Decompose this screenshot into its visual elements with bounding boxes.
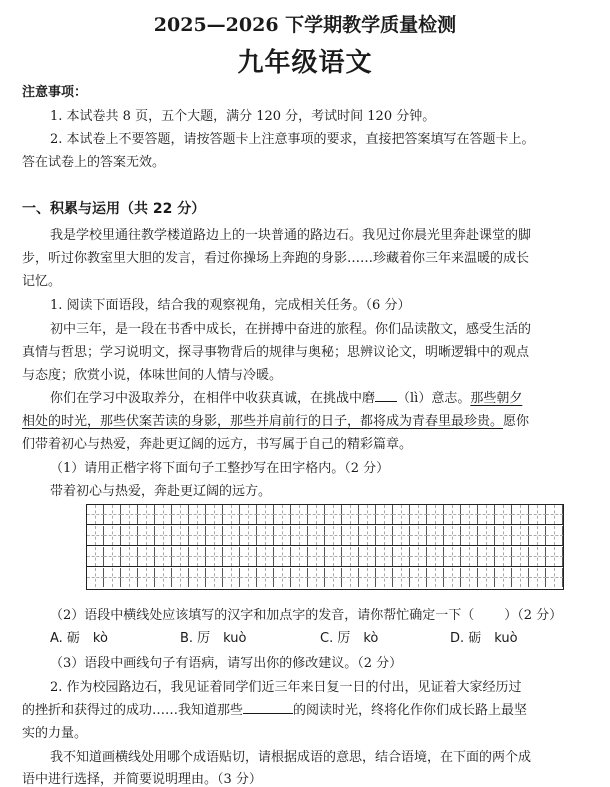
grid-cell[interactable] <box>121 505 138 524</box>
question-2-line-2-a: 的挫折和获得过的成功……我知道那些 <box>22 703 244 718</box>
subquestion-2 <box>50 604 588 623</box>
grid-cell[interactable] <box>410 505 427 524</box>
question-1-stem: 1. 阅读下面语段，结合我的观察视角，完成相关任务。（6 分） <box>50 298 411 313</box>
grid-cell[interactable] <box>257 547 274 566</box>
grid-cell[interactable] <box>359 547 376 566</box>
grid-cell[interactable] <box>121 547 138 566</box>
grid-cell[interactable] <box>444 505 461 524</box>
grid-cell[interactable] <box>308 526 325 545</box>
grid-cell[interactable] <box>427 526 444 545</box>
grid-cell[interactable] <box>274 547 291 566</box>
grid-cell[interactable] <box>240 526 257 545</box>
grid-cell[interactable] <box>138 568 155 587</box>
grid-cell[interactable] <box>342 568 359 587</box>
grid-cell[interactable] <box>325 505 342 524</box>
passage-line-5 <box>22 410 588 429</box>
grid-cell[interactable] <box>138 505 155 524</box>
grid-cell[interactable] <box>461 526 478 545</box>
grid-row <box>87 526 563 546</box>
grid-cell[interactable] <box>274 568 291 587</box>
grid-cell[interactable] <box>512 505 529 524</box>
grid-cell[interactable] <box>427 547 444 566</box>
grid-cell[interactable] <box>257 526 274 545</box>
grid-cell[interactable] <box>189 505 206 524</box>
grid-cell[interactable] <box>223 505 240 524</box>
grid-cell[interactable] <box>206 526 223 545</box>
grid-cell[interactable] <box>512 547 529 566</box>
grid-cell[interactable] <box>342 505 359 524</box>
grid-cell[interactable] <box>121 526 138 545</box>
grid-cell[interactable] <box>529 505 546 524</box>
grid-cell[interactable] <box>104 526 121 545</box>
grid-cell[interactable] <box>529 526 546 545</box>
grid-cell[interactable] <box>87 526 104 545</box>
grid-cell[interactable] <box>121 568 138 587</box>
grid-cell[interactable] <box>206 547 223 566</box>
grid-cell[interactable] <box>325 568 342 587</box>
grid-cell[interactable] <box>87 505 104 524</box>
grid-cell[interactable] <box>359 505 376 524</box>
grid-cell[interactable] <box>359 568 376 587</box>
option-a[interactable]: A. 砺 kò <box>50 631 108 646</box>
subject-title: 九年级语文 <box>237 48 373 78</box>
grid-cell[interactable] <box>495 526 512 545</box>
grid-row <box>87 505 563 525</box>
passage-line-4-text: 你们在学习中汲取养分，在相伴中收获真诚，在挑战中磨 <box>50 391 376 406</box>
question-2-line-2 <box>22 699 588 718</box>
grid-cell[interactable] <box>189 568 206 587</box>
grid-cell[interactable] <box>291 505 308 524</box>
grid-cell[interactable] <box>495 568 512 587</box>
idiom-blank <box>243 701 293 714</box>
grid-cell[interactable] <box>444 547 461 566</box>
grid-cell[interactable] <box>410 547 427 566</box>
passage-line-3: 与态度；欣赏小说，体味世间的人情与冷暖。 <box>22 368 283 383</box>
grid-cell[interactable] <box>308 568 325 587</box>
grid-cell[interactable] <box>172 526 189 545</box>
grid-cell[interactable] <box>546 526 563 545</box>
passage-line-2: 真情与哲思；学习说明文，探寻事物背后的规律与奥秘；思辨议论文，明晰逻辑中的观点 <box>22 345 530 360</box>
grid-cell[interactable] <box>478 526 495 545</box>
grid-cell[interactable] <box>393 505 410 524</box>
grid-cell[interactable] <box>393 526 410 545</box>
grid-cell[interactable] <box>410 526 427 545</box>
grid-cell[interactable] <box>410 568 427 587</box>
underlined-sentence: 相处的时光，那些伏案苦读的身影，那些并肩前行的日子，都将成为青春里最珍贵。 <box>22 414 504 429</box>
grid-cell[interactable] <box>478 505 495 524</box>
grid-cell[interactable] <box>172 547 189 566</box>
grid-cell[interactable] <box>461 547 478 566</box>
grid-cell[interactable] <box>206 568 223 587</box>
grid-cell[interactable] <box>495 505 512 524</box>
grid-cell[interactable] <box>359 526 376 545</box>
grid-cell[interactable] <box>512 568 529 587</box>
subquestion-2-text: （2）语段中横线处应该填写的汉字和加点字的发音，请你帮忙确定一下（ <box>50 608 475 623</box>
exam-title: 2025—2026 下学期教学质量检测 <box>153 14 457 36</box>
tianzige-grid[interactable] <box>86 504 564 590</box>
section-1-title: 一、积累与运用（共 22 分） <box>22 201 206 217</box>
notice-heading: 注意事项： <box>22 85 88 100</box>
grid-row <box>87 547 563 567</box>
grid-cell[interactable] <box>308 547 325 566</box>
subquestion-1: （1）请用正楷字将下面句子工整抄写在田字格内。（2 分） <box>50 461 390 476</box>
grid-cell[interactable] <box>104 505 121 524</box>
grid-cell[interactable] <box>393 547 410 566</box>
grid-cell[interactable] <box>138 526 155 545</box>
passage-line-6: 们带着初心与热爱，奔赴更辽阔的远方，书写属于自己的精彩篇章。 <box>22 437 413 452</box>
grid-cell[interactable] <box>155 526 172 545</box>
grid-cell[interactable] <box>291 526 308 545</box>
grid-cell[interactable] <box>291 547 308 566</box>
intro-line-1: 我是学校里通往教学楼道路边上的一块普通的路边石。我见过你晨光里奔赴课堂的脚 <box>50 228 532 243</box>
grid-cell[interactable] <box>376 505 393 524</box>
grid-cell[interactable] <box>393 568 410 587</box>
grid-cell[interactable] <box>546 568 563 587</box>
grid-cell[interactable] <box>325 526 342 545</box>
grid-cell[interactable] <box>223 526 240 545</box>
grid-cell[interactable] <box>138 547 155 566</box>
underlined-sentence-start: 那些朝夕 <box>470 391 523 406</box>
grid-cell[interactable] <box>546 505 563 524</box>
grid-cell[interactable] <box>172 568 189 587</box>
grid-cell[interactable] <box>427 505 444 524</box>
grid-cell[interactable] <box>546 547 563 566</box>
grid-cell[interactable] <box>240 505 257 524</box>
grid-cell[interactable] <box>478 547 495 566</box>
grid-cell[interactable] <box>376 547 393 566</box>
passage-line-1: 初中三年，是一段在书香中成长，在拼搏中奋进的旅程。你们品读散文，感受生活的 <box>50 322 532 337</box>
option-c[interactable]: C. 厉 kò <box>320 631 379 646</box>
grid-cell[interactable] <box>240 547 257 566</box>
grid-cell[interactable] <box>240 568 257 587</box>
grid-cell[interactable] <box>342 526 359 545</box>
grid-cell[interactable] <box>495 547 512 566</box>
grid-cell[interactable] <box>257 505 274 524</box>
grid-cell[interactable] <box>461 568 478 587</box>
question-2-line-2-b: 的阅读时光，终将化作你们成长路上最坚 <box>293 703 528 718</box>
question-2-line-1: 2. 作为校园路边石，我见证着同学们近三年来日复一日的付出，见证着大家经历过 <box>50 680 522 695</box>
copy-sentence: 带着初心与热爱，奔赴更辽阔的远方。 <box>50 484 272 499</box>
fill-blank <box>375 389 397 402</box>
grid-cell[interactable] <box>461 505 478 524</box>
grid-cell[interactable] <box>155 547 172 566</box>
passage-line-4 <box>50 387 588 406</box>
question-2-line-4: 我不知道画横线处用哪个成语贴切，请根据成语的意思，结合语境，在下面的两个成 <box>50 750 532 765</box>
grid-row <box>87 568 563 587</box>
grid-cell[interactable] <box>427 568 444 587</box>
intro-line-3: 记忆。 <box>22 274 62 289</box>
grid-cell[interactable] <box>376 526 393 545</box>
grid-cell[interactable] <box>223 547 240 566</box>
grid-cell[interactable] <box>325 547 342 566</box>
grid-cell[interactable] <box>444 526 461 545</box>
option-b[interactable]: B. 厉 kuò <box>180 631 247 646</box>
grid-cell[interactable] <box>104 568 121 587</box>
grid-cell[interactable] <box>291 568 308 587</box>
grid-cell[interactable] <box>172 505 189 524</box>
grid-cell[interactable] <box>308 505 325 524</box>
grid-cell[interactable] <box>274 526 291 545</box>
grid-cell[interactable] <box>257 568 274 587</box>
grid-cell[interactable] <box>189 526 206 545</box>
notice-item-2-line-2: 答在试卷上的答案无效。 <box>22 155 166 170</box>
grid-cell[interactable] <box>87 568 104 587</box>
intro-line-2: 步，听过你教室里大胆的发言，看过你操场上奔跑的身影……珍藏着你三年来温暖的成长 <box>22 251 530 266</box>
passage-line-5-tail: 愿你 <box>503 414 530 429</box>
grid-cell[interactable] <box>274 505 291 524</box>
grid-cell[interactable] <box>189 547 206 566</box>
grid-cell[interactable] <box>206 505 223 524</box>
question-2-line-5: 语中进行选择，并简要说明理由。（3 分） <box>22 772 262 787</box>
option-d[interactable]: D. 砺 kuò <box>450 631 518 646</box>
subquestion-2-score: ）（2 分） <box>504 608 563 623</box>
grid-cell[interactable] <box>155 568 172 587</box>
grid-cell[interactable] <box>223 568 240 587</box>
grid-cell[interactable] <box>478 568 495 587</box>
grid-cell[interactable] <box>87 547 104 566</box>
notice-item-2-line-1: 2. 本试卷上不要答题，请按答题卡上注意事项的要求，直接把答案填写在答题卡上。 <box>50 132 535 147</box>
pinyin-hint: （lì）意志。 <box>397 391 471 406</box>
grid-cell[interactable] <box>529 547 546 566</box>
grid-cell[interactable] <box>529 568 546 587</box>
grid-cell[interactable] <box>155 505 172 524</box>
notice-item-1: 1. 本试卷共 8 页，五个大题，满分 120 分，考试时间 120 分钟。 <box>50 109 436 124</box>
grid-cell[interactable] <box>342 547 359 566</box>
grid-cell[interactable] <box>376 568 393 587</box>
grid-cell[interactable] <box>444 568 461 587</box>
grid-cell[interactable] <box>104 547 121 566</box>
subquestion-3: （3）语段中画线句子有语病，请写出你的修改建议。（2 分） <box>50 656 403 671</box>
question-2-line-3: 实的力量。 <box>22 726 88 741</box>
grid-cell[interactable] <box>512 526 529 545</box>
